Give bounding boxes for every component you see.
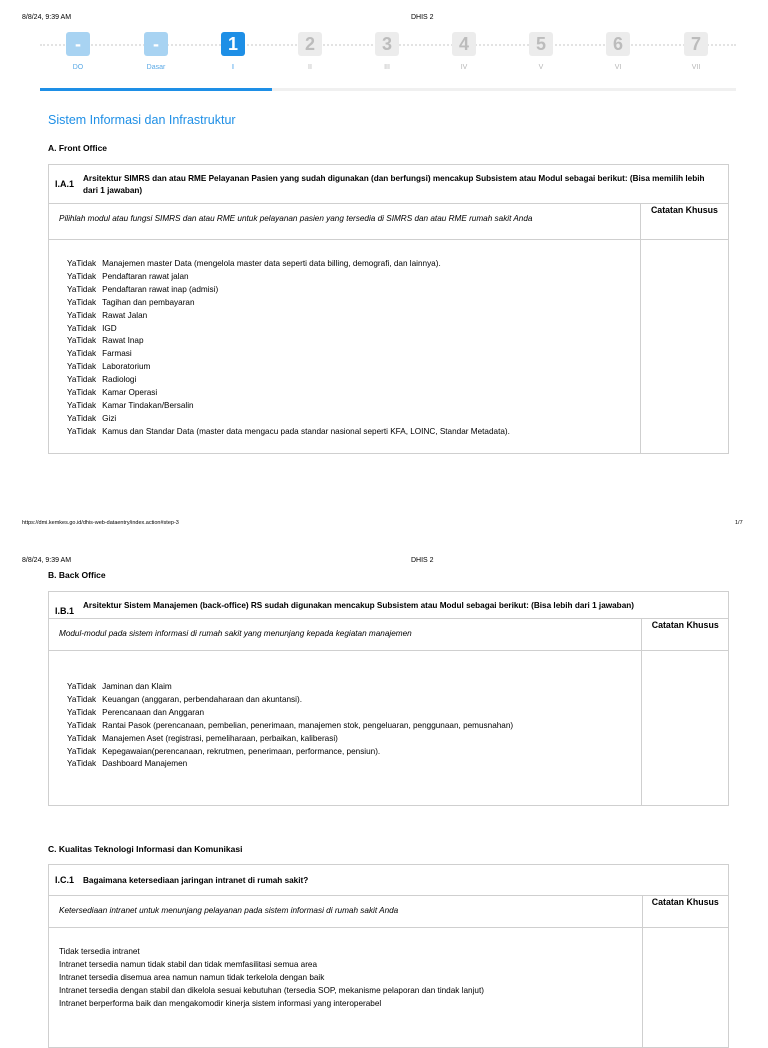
option-item[interactable] xyxy=(67,707,631,720)
step-label: IV xyxy=(460,64,468,71)
step-label: VI xyxy=(614,64,622,71)
option-item[interactable] xyxy=(67,310,630,323)
choice-ya[interactable]: Ya xyxy=(67,720,77,730)
print-page-number: 1/7 xyxy=(735,520,743,526)
option-label: Intranet tersedia dengan stabil dan dikelola sesuai kebutuhan (tersedia SOP, mekanisme pelaporan dan tindak lanjut) xyxy=(59,985,484,995)
option-item[interactable] xyxy=(59,946,632,959)
option-label: Rantai Pasok (perencanaan, pembelian, penerimaan, manajemen stok, pengeluaran, penggunaan, pemusnahan) xyxy=(102,720,514,730)
question-code: I.C.1 xyxy=(49,865,80,896)
question-description: Ketersediaan intranet untuk menunjang pelayanan pada sistem informasi di rumah sakit Anda xyxy=(49,896,643,928)
step-label: VII xyxy=(691,64,701,71)
back-office-question-table xyxy=(48,591,729,806)
option-label: Farmasi xyxy=(102,349,132,359)
option-item[interactable] xyxy=(67,374,630,387)
choice-tidak[interactable]: Tidak xyxy=(76,297,97,307)
step-number: 4 xyxy=(452,32,476,56)
options-cell xyxy=(49,651,642,806)
choice-tidak[interactable]: Tidak xyxy=(76,400,97,410)
choice-ya[interactable]: Ya xyxy=(67,694,77,704)
option-item[interactable] xyxy=(67,681,631,694)
notes-header: Catatan Khusus xyxy=(640,204,728,240)
choice-ya[interactable]: Ya xyxy=(67,375,77,385)
step-8[interactable] xyxy=(598,32,638,71)
choice-ya[interactable]: Ya xyxy=(67,297,77,307)
option-item[interactable] xyxy=(67,400,630,413)
choice-tidak[interactable]: Tidak xyxy=(76,336,97,346)
option-item[interactable] xyxy=(67,746,631,759)
option-item[interactable] xyxy=(59,959,632,972)
front-office-question-table xyxy=(48,164,729,454)
print-app-title-page2: DHIS 2 xyxy=(411,557,434,564)
ict-quality-heading: C. Kualitas Teknologi Informasi dan Komunikasi xyxy=(48,844,243,854)
section-title: Sistem Informasi dan Infrastruktur xyxy=(48,113,236,127)
choice-ya[interactable]: Ya xyxy=(67,349,77,359)
option-label: Intranet berperforma baik dan mengakomodir kinerja sistem informasi yang interoperabel xyxy=(59,998,382,1008)
option-label: Keuangan (anggaran, perbendaharaan dan akuntansi). xyxy=(102,694,302,704)
choice-ya[interactable]: Ya xyxy=(67,271,77,281)
step-progress-track xyxy=(40,88,736,91)
notes-header: Catatan Khusus xyxy=(642,619,729,651)
step-number: 6 xyxy=(606,32,630,56)
step-9[interactable] xyxy=(676,32,716,71)
question-description: Pilihlah modul atau fungsi SIMRS dan atau RME untuk pelayanan pasien yang tersedia di SIMRS dan atau RME rumah sakit Anda xyxy=(49,204,641,240)
print-url: https://dmi.kemkes.go.id/dhis-web-dataentry/index.action#step-3 xyxy=(22,520,179,526)
options-cell xyxy=(49,240,641,454)
option-label: Intranet tersedia disemua area namun namun tidak terkelola dengan baik xyxy=(59,972,325,982)
option-item[interactable] xyxy=(59,998,632,1011)
step-5[interactable] xyxy=(367,32,407,71)
option-item[interactable] xyxy=(67,720,631,733)
choice-tidak[interactable]: Tidak xyxy=(76,362,97,372)
step-label: DO xyxy=(72,64,84,71)
option-label: Tagihan dan pembayaran xyxy=(102,297,195,307)
question-text: Bagaimana ketersediaan jaringan intranet di rumah sakit? xyxy=(79,865,729,896)
step-number: 7 xyxy=(684,32,708,56)
option-item[interactable] xyxy=(67,348,630,361)
option-label: Kamar Operasi xyxy=(102,388,158,398)
front-office-heading: A. Front Office xyxy=(48,143,108,153)
option-label: Kamus dan Standar Data (master data mengacu pada standar nasional seperti KFA, LOINC, Standar Metadata). xyxy=(102,426,510,436)
choice-tidak[interactable]: Tidak xyxy=(76,375,97,385)
option-item[interactable] xyxy=(67,426,630,439)
choice-ya[interactable]: Ya xyxy=(67,336,77,346)
option-label: Tidak tersedia intranet xyxy=(59,947,140,956)
option-label: Manajemen master Data (mengelola master data seperti data billing, demografi, dan lainnya). xyxy=(102,259,441,268)
step-6[interactable] xyxy=(444,32,484,71)
step-2[interactable] xyxy=(136,32,176,71)
choice-ya[interactable]: Ya xyxy=(67,259,77,268)
choice-ya[interactable]: Ya xyxy=(67,426,77,436)
option-label: Kamar Tindakan/Bersalin xyxy=(102,400,194,410)
step-label: Dasar xyxy=(146,64,166,71)
option-item[interactable] xyxy=(67,335,630,348)
step-number: 5 xyxy=(529,32,553,56)
option-item[interactable] xyxy=(67,284,630,297)
option-label: Gizi xyxy=(102,413,117,423)
choice-ya[interactable]: Ya xyxy=(67,733,77,743)
notes-cell[interactable] xyxy=(642,928,728,1048)
question-description: Modul-modul pada sistem informasi di rumah sakit yang menunjang kepada kegiatan manajemen xyxy=(49,619,642,651)
option-label: Rawat Jalan xyxy=(102,310,148,320)
choice-ya[interactable]: Ya xyxy=(67,682,77,691)
choice-tidak[interactable]: Tidak xyxy=(76,310,97,320)
choice-tidak[interactable]: Tidak xyxy=(76,413,97,423)
option-item[interactable] xyxy=(67,758,631,771)
choice-ya[interactable]: Ya xyxy=(67,323,77,333)
choice-ya[interactable]: Ya xyxy=(67,707,77,717)
option-item[interactable] xyxy=(67,297,630,310)
option-label: IGD xyxy=(102,323,117,333)
choice-tidak[interactable]: Tidak xyxy=(76,284,97,294)
step-label: III xyxy=(384,64,390,71)
option-label: Kepegawaian(perencanaan, rekrutmen, penerimaan, performance, pensiun). xyxy=(102,746,381,756)
option-label: Jaminan dan Klaim xyxy=(102,682,172,691)
choice-tidak[interactable]: Tidak xyxy=(76,349,97,359)
step-label: I xyxy=(232,64,234,71)
back-office-heading: B. Back Office xyxy=(48,570,106,580)
step-number: 1 xyxy=(221,32,245,56)
option-label: Manajemen Aset (registrasi, pemeliharaan, perbaikan, kaliberasi) xyxy=(102,733,338,743)
print-app-title: DHIS 2 xyxy=(411,14,434,21)
notes-cell[interactable] xyxy=(642,651,729,806)
notes-header: Catatan Khusus xyxy=(642,896,728,928)
option-label: Dashboard Manajemen xyxy=(102,759,188,769)
option-list xyxy=(59,946,632,1011)
option-label: Pendaftaran rawat jalan xyxy=(102,271,189,281)
option-item[interactable] xyxy=(67,733,631,746)
step-number: 3 xyxy=(375,32,399,56)
choice-ya[interactable]: Ya xyxy=(67,400,77,410)
notes-cell[interactable] xyxy=(640,240,728,454)
choice-ya[interactable]: Ya xyxy=(67,413,77,423)
choice-ya[interactable]: Ya xyxy=(67,388,77,398)
step-3[interactable] xyxy=(213,32,253,71)
option-item[interactable] xyxy=(67,413,630,426)
step-wizard xyxy=(40,32,736,80)
choice-ya[interactable]: Ya xyxy=(67,362,77,372)
option-item[interactable] xyxy=(67,323,630,336)
option-label: Laboratorium xyxy=(102,362,151,372)
choice-tidak[interactable]: Tidak xyxy=(76,746,97,756)
question-code: I.A.1 xyxy=(49,165,80,204)
choice-tidak[interactable]: Tidak xyxy=(76,682,97,691)
option-item[interactable] xyxy=(59,972,632,985)
option-label: Perencanaan dan Anggaran xyxy=(102,707,205,717)
step-label: V xyxy=(538,64,544,71)
question-code: I.B.1 xyxy=(49,592,80,619)
choice-ya[interactable]: Ya xyxy=(67,284,77,294)
option-label: Intranet tersedia namun tidak stabil dan tidak memfasilitasi semua area xyxy=(59,959,318,969)
question-text: Arsitektur Sistem Manajemen (back-office) RS sudah digunakan mencakup Subsistem atau Modul sebagai berikut: (Bisa lebih dari 1 jawaban) xyxy=(79,592,729,619)
choice-tidak[interactable]: Tidak xyxy=(76,426,97,436)
choice-tidak[interactable]: Tidak xyxy=(76,759,97,769)
option-list xyxy=(67,681,631,771)
step-number: - xyxy=(144,32,168,56)
choice-tidak[interactable]: Tidak xyxy=(76,720,97,730)
choice-tidak[interactable]: Tidak xyxy=(76,388,97,398)
question-text: Arsitektur SIMRS dan atau RME Pelayanan Pasien yang sudah digunakan (dan berfungsi) mencakup Subsistem atau Modul sebagai berikut: (Bisa memilih lebih dari 1 jawaban) xyxy=(79,165,729,204)
choice-ya[interactable]: Ya xyxy=(67,310,77,320)
option-item[interactable] xyxy=(67,694,631,707)
choice-tidak[interactable]: Tidak xyxy=(76,323,97,333)
print-date: 8/8/24, 9:39 AM xyxy=(22,14,72,21)
option-item[interactable] xyxy=(67,258,630,271)
step-number: 2 xyxy=(298,32,322,56)
options-cell xyxy=(49,928,643,1048)
choice-tidak[interactable]: Tidak xyxy=(76,733,97,743)
choice-ya[interactable]: Ya xyxy=(67,746,77,756)
step-4[interactable] xyxy=(290,32,330,71)
ict-question-table xyxy=(48,864,729,1048)
option-label: Pendaftaran rawat inap (admisi) xyxy=(102,284,219,294)
choice-tidak[interactable]: Tidak xyxy=(76,271,97,281)
option-item[interactable] xyxy=(67,387,630,400)
option-item[interactable] xyxy=(67,271,630,284)
step-1[interactable] xyxy=(58,32,98,71)
choice-tidak[interactable]: Tidak xyxy=(76,259,97,268)
option-label: Rawat Inap xyxy=(102,336,144,346)
choice-tidak[interactable]: Tidak xyxy=(76,694,97,704)
print-date-page2: 8/8/24, 9:39 AM xyxy=(22,557,72,564)
step-progress-fill xyxy=(40,88,272,91)
step-7[interactable] xyxy=(521,32,561,71)
step-label: II xyxy=(308,64,312,71)
step-number: - xyxy=(66,32,90,56)
choice-tidak[interactable]: Tidak xyxy=(76,707,97,717)
option-label: Radiologi xyxy=(102,375,137,385)
choice-ya[interactable]: Ya xyxy=(67,759,77,769)
option-item[interactable] xyxy=(67,361,630,374)
option-list xyxy=(67,258,630,439)
option-item[interactable] xyxy=(59,985,632,998)
